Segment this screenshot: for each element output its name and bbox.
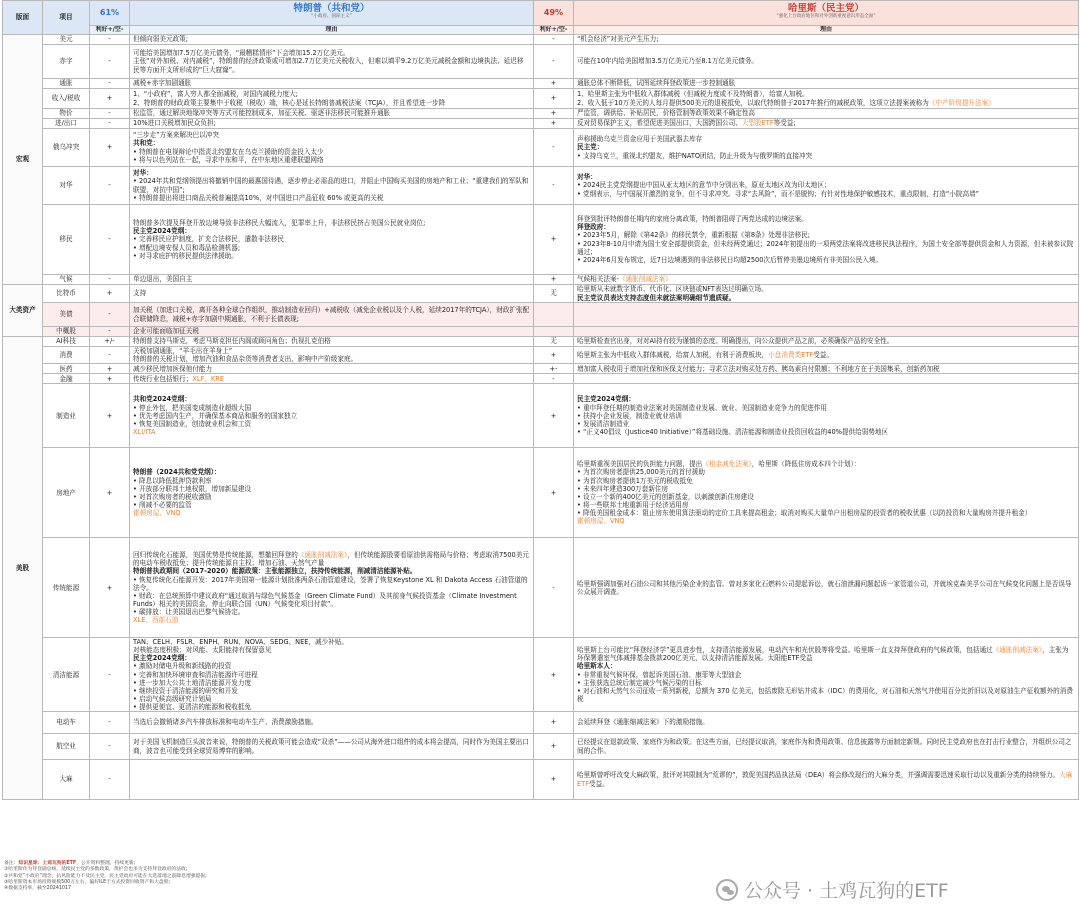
trump-reason-line: 对华： <box>133 169 153 178</box>
item-cell: 进/出口 <box>43 119 90 129</box>
trump-impact-cell: - <box>90 45 130 79</box>
trump-reason-cell <box>130 364 534 374</box>
item-cell: 电动车 <box>43 712 90 734</box>
trump-reason-line: 传统行业包括银行；XLF、KRE <box>133 374 224 383</box>
harris-impact-cell: + <box>534 734 574 760</box>
trump-reason-line: 民主党2024党纲： <box>133 654 191 663</box>
harris-impact-cell: - <box>534 374 574 384</box>
trump-reason-line: • 特朗普提出将进口商品关税普遍提高10%，对中国进口产品征收 60% 或更高的关税 <box>133 193 384 202</box>
trump-reason-line: 民主党2024党纲： <box>133 227 191 236</box>
trump-reason-line: • 完善移民应护制度，扩充合法移民，遣散非法移民 <box>133 235 285 244</box>
harris-reason-line: • 未来四年建造300万套新住房 <box>577 484 669 493</box>
table-row <box>3 374 1079 384</box>
harris-reason-line: 已经提议在退款政策、家庭作为和政策。在这些方面，已经提议取消，家庭作为和费用政策、信息披露等方面制定新规。同时民主党政府也在打击行业整合，并组织公司之间的合作。 <box>577 738 1072 755</box>
item-cell: 赤字 <box>43 45 90 79</box>
harris-reason-cell <box>574 760 1079 800</box>
harris-impact-cell <box>534 303 574 327</box>
table-row <box>3 638 1079 712</box>
harris-impact-cell: + <box>534 79 574 89</box>
watermark <box>716 876 949 903</box>
trump-reason-cell <box>130 119 534 129</box>
trump-reason-line: 共和党2024党纲： <box>133 395 191 404</box>
trump-reason-line: • 特朗普在电视辩论中指责北约盟友在乌克兰援助的资金投入太少 <box>133 147 324 156</box>
harris-impact-cell: 无 <box>534 285 574 303</box>
trump-reason-line: 霍顿房屋、VNQ <box>133 508 181 517</box>
harris-impact-cell: + <box>534 760 574 800</box>
trump-reason-line: XLI/ITA <box>133 427 156 436</box>
harris-reason-cell <box>574 129 1079 167</box>
trump-reason-line: TAN、CELH、FSLR、ENPH、RUN、NOVA、SEDG、NEE，减少补贴。 <box>133 638 348 647</box>
harris-impact-cell: 无 <box>534 337 574 347</box>
trump-reason-line: • 进一步加大公共土地清洁能源开发力度 <box>133 678 252 687</box>
table-row <box>3 364 1079 374</box>
table-row <box>3 35 1079 45</box>
footnotes <box>4 861 404 892</box>
trump-impact-cell: - <box>90 712 130 734</box>
harris-reason-line: 1、哈里斯主张为中低收入群体减税（但减税力度或不及特朗普），给富人加税。 <box>577 90 809 99</box>
harris-reason-line: 反对贸易保护主义，希望促进美国出口，大国跨国公司、大型股ETF等受益; <box>577 119 796 128</box>
harris-reason-line: • 扶持小企业发展，制造业就业培训 <box>577 411 682 420</box>
trump-impact-cell: +/- <box>90 337 130 347</box>
harris-reason-cell <box>574 384 1079 448</box>
trump-impact-cell: - <box>90 347 130 364</box>
harris-reason-line: • 发展清洁制造业 <box>577 419 630 428</box>
table-row <box>3 285 1079 303</box>
table-row <box>3 109 1079 119</box>
watermark-text: 公众号 · 土鸡瓦狗的ETF <box>744 880 949 902</box>
item-cell: 传统能源 <box>43 538 90 638</box>
harris-reason-line: • 对石油和天然气公司征收一系列新税，总额为 370 亿美元，包括废除无形钻井成本（IDC）的费用化，对石油和天然气井使用百分比折旧以及对原油生产征收额外的消费税 <box>577 686 1073 703</box>
trump-impact-cell: - <box>90 119 130 129</box>
harris-impact-cell: + <box>534 448 574 538</box>
harris-impact-cell: + <box>534 109 574 119</box>
harris-reason-line: “机会经济”对美元产生压力; <box>577 35 659 44</box>
trump-reason-line: • 恢复美国制造业，创造就业机会和工资 <box>133 419 252 428</box>
harris-reason-line: 霍顿房屋、VNQ <box>577 516 625 525</box>
harris-reason-cell <box>574 364 1079 374</box>
trump-subtitle: “小政府、国际主义” <box>311 14 352 19</box>
trump-reason-line: • 对寻求庇护的移民提供法律援助。 <box>133 251 238 260</box>
table-row <box>3 448 1079 538</box>
harris-impact-cell: - <box>534 129 574 167</box>
harris-reason-line: • 2024民主党党纲提出中国从亚太地区的意节中分别出来，原亚太地区改为印太地区； <box>577 181 831 190</box>
trump-reason-cell <box>130 734 534 760</box>
trump-impact-cell: - <box>90 275 130 285</box>
trump-reason-line: • 削减不必要的监管 <box>133 500 192 509</box>
harris-impact-cell: + <box>534 712 574 734</box>
harris-reason-line: 拜登到批评特朗普任期内的家庭分离政策，特朗普阻碍了两党达成的边境法案。 <box>577 215 808 224</box>
item-cell: 比特币 <box>43 285 90 303</box>
harris-header <box>574 1 1079 26</box>
trump-reason-line: • 对首次购房者的税收激励 <box>133 492 212 501</box>
trump-reason-cell <box>130 538 534 638</box>
item-cell: AI科技 <box>43 337 90 347</box>
trump-impact-cell: - <box>90 638 130 712</box>
trump-reason-header: 理由 <box>130 26 534 35</box>
trump-reason-cell <box>130 638 534 712</box>
trump-reason-line: 单边退出，美国自主 <box>133 275 193 284</box>
table-body <box>3 35 1079 800</box>
harris-impact-cell: + <box>534 119 574 129</box>
trump-reason-cell <box>130 35 534 45</box>
harris-reason-cell <box>574 448 1079 538</box>
harris-reason-line: 拜登政府： <box>577 223 610 232</box>
trump-impact-cell: + <box>90 374 130 384</box>
trump-impact-cell: + <box>90 129 130 167</box>
trump-reason-line: • 碳排放：让美国退出巴黎气候协定。 <box>133 607 245 616</box>
item-cell: 航空业 <box>43 734 90 760</box>
trump-reason-line: 可能给美国增加7.5万亿美元债务，“最糟糕情形”下会增加15.2万亿美元。 <box>133 49 350 58</box>
harris-impact-cell: - <box>534 167 574 205</box>
harris-reason-line: • 将一些联邦土地重新用于经济适用房 <box>577 500 689 509</box>
harris-reason-line: 严监管，调供给、补贴居民，价格管制等政策效果不确定性高 <box>577 109 756 118</box>
harris-reason-line: 对华： <box>577 173 597 182</box>
trump-impact-cell: - <box>90 79 130 89</box>
trump-reason-cell <box>130 89 534 109</box>
trump-reason-line: 共和党： <box>133 139 160 148</box>
harris-reason-line: 增加富人税收用于增加社保和医保支付能力；寻求立法对购买处方药、胰岛素自付限额；不利地方在于美国集采，创新药加税 <box>577 364 940 373</box>
harris-reason-line: 哈里斯曾呼吁改变大麻政策，批评对其限制为“荒谬的”，敦促美国药品执法局（DEA）将会修改现行的大麻分类，并强调需要迅速采取行动以及重新分类的持续努力。大麻ETF受益。 <box>577 771 1073 788</box>
harris-impact-cell: + <box>534 347 574 364</box>
trump-reason-line: • 激励对储电升级和新线路的投资 <box>133 662 232 671</box>
harris-impact-header: 利好+/空- <box>534 26 574 35</box>
trump-reason-line: XLE、西部石油 <box>133 616 179 625</box>
trump-impact-cell: + <box>90 384 130 448</box>
trump-reason-line: 回归传统化石能源，美国优势是传统能源，想撤回拜登的《通胀削减法案》，但传统能源股要看原油供需格局与价格；考虑取消7500美元的电动车税收抵免；提升传统能源自主权；增加石油、天然气产量 <box>133 551 529 568</box>
table-row <box>3 119 1079 129</box>
harris-reason-cell <box>574 205 1079 275</box>
item-cell: 消费 <box>43 347 90 364</box>
trump-reason-line: • 完善和加快环境审查和清洁能源许可进程 <box>133 670 258 679</box>
trump-reason-line: 企业可能面临加征关税 <box>133 327 199 336</box>
trump-reason-cell <box>130 167 534 205</box>
harris-reason-line: • 设立一个新的400亿美元的创新基金，以刺激创新住房建设 <box>577 492 754 501</box>
harris-reason-cell <box>574 79 1079 89</box>
harris-reason-cell <box>574 303 1079 327</box>
trump-reason-line: “三步走”方案来解决巴以冲突 <box>133 131 219 140</box>
trump-reason-line: 特朗普（2024共和党党纲）： <box>133 468 221 477</box>
harris-reason-line: 民主党： <box>577 143 604 152</box>
harris-impact-cell: +- <box>534 364 574 374</box>
table-row <box>3 384 1079 448</box>
harris-reason-cell <box>574 109 1079 119</box>
harris-reason-line: 2、收入低于10万美元的人每月提供500美元的退税抵免，以取代特朗普于2017年推行的减税政策，这项立法提案被称为《中产阶级提升法案》 <box>577 98 995 107</box>
trump-impact-cell: - <box>90 303 130 327</box>
trump-impact-cell: + <box>90 448 130 538</box>
harris-support-pct: 49% <box>534 1 574 26</box>
trump-reason-cell <box>130 337 534 347</box>
trump-reason-line: 对核能态度积极；对风能、太阳能持有保留意见 <box>133 646 272 655</box>
item-cell: 美元 <box>43 35 90 45</box>
harris-reason-line: 会延续拜登《通胀缩减法案》下的激励措施。 <box>577 718 709 727</box>
harris-reason-line: • 2023年8-10月申请为国土安全部提供资金，但未经两党通过；2024年初提出的一项两党法案将改进移民执法程序，为国土安全部等提供资金和人力资源，但未被参议院通过； <box>577 239 1074 256</box>
trump-reason-cell <box>130 327 534 337</box>
trump-title: 特朗普（共和党） <box>293 2 370 14</box>
trump-reason-line: 当选后会撤销诸多汽车排放标准和电动车生产、消费激励措施。 <box>133 718 318 727</box>
harris-reason-line: • 支持乌克兰，重视北约盟友，维护NATO团结，防止升级为与俄罗斯的直接冲突 <box>577 151 813 160</box>
harris-impact-cell: - <box>534 538 574 638</box>
trump-reason-line: 减少移民增加医保他付能力 <box>133 364 213 373</box>
trump-reason-line: • 提供更便宜、更清洁的能源和税收抵免 <box>133 702 252 711</box>
harris-reason-line: • 2024年6月发布规定，近7日边境遇到的非法移民日均超2500次后暂停美墨边境所有非美国公民入境。 <box>577 255 883 264</box>
harris-reason-line: 民主党2024党纲： <box>577 395 635 404</box>
harris-reason-line: 可能在10年内给美国增加3.5万亿美元乃至8.1万亿美元债务。 <box>577 57 759 66</box>
trump-reason-cell <box>130 205 534 275</box>
item-cell: 美债 <box>43 303 90 327</box>
harris-reason-line: • 重申拜登任期的制造业法案对美国制造业发展、就业、美国制造业竞争力的促进作用 <box>577 403 827 412</box>
trump-impact-cell: - <box>90 167 130 205</box>
harris-reason-cell <box>574 119 1079 129</box>
harris-reason-cell <box>574 712 1079 734</box>
harris-reason-cell <box>574 35 1079 45</box>
table-row <box>3 337 1079 347</box>
trump-reason-cell <box>130 303 534 327</box>
trump-reason-line: 特朗普多次提及拜登开放边境导致非法移民大幅流入，犯罪率上升，非法移民挤占美国公民就业岗位; <box>133 219 426 228</box>
item-cell: 移民 <box>43 205 90 275</box>
harris-reason-line: 哈里斯重视美国居民的负担能力问题，提出《租金减免法案》，哈里斯（降低住房成本四个计划）： <box>577 460 861 469</box>
trump-reason-line: 10%进口关税增加民众负担; <box>133 119 216 128</box>
trump-reason-line: 关税加剧通胀，“羊毛出在羊身上” <box>133 347 233 355</box>
trump-reason-line: 特朗普的关税计划，增加汽油和食品杂货等消费者支出，影响中产阶级家庭。 <box>133 355 358 364</box>
trump-reason-cell <box>130 109 534 119</box>
trump-reason-line: 特朗普支持马斯克，考虑马斯克担任内阁或顾问角色；仇视扎克伯格 <box>133 337 331 346</box>
harris-reason-cell <box>574 167 1079 205</box>
harris-impact-cell: - <box>534 35 574 45</box>
trump-reason-cell <box>130 347 534 364</box>
trump-impact-cell: - <box>90 760 130 800</box>
header-item: 项目 <box>43 1 90 35</box>
harris-reason-line: 民主党议员表达支持态度但未就法案明确细节遗质疑。 <box>577 293 736 302</box>
trump-reason-line: 支持 <box>133 289 147 298</box>
subheader-row <box>3 26 1079 35</box>
trump-reason-line: 但倾向弱美元政策; <box>133 35 188 44</box>
harris-reason-line: • 非常重视气候环保，曾起诉美国石油、康菲等大型油企 <box>577 670 742 679</box>
trump-reason-line: 主张“对外加税、对内减税”，特朗普的经济政策或可增加2.7万亿美元关税收入，但难以填平9.2万亿美元减税金额和边境执法、延迟移民等方面开支所形成的“巨大窟窿”。 <box>133 57 524 74</box>
footnote-3: ③哈里斯资本市场投资规模500万左右，偏好ILE于方式投资回收资产和大盘股; <box>4 879 171 885</box>
harris-impact-cell <box>534 327 574 337</box>
election-policy-table <box>2 0 1079 800</box>
trump-reason-cell <box>130 45 534 79</box>
harris-reason-line: • 2023年5月，解除《第42条》的移民禁令，重新根据《第8条》处理非法移民; <box>577 231 810 240</box>
trump-reason-cell <box>130 384 534 448</box>
trump-impact-header: 利好+/空- <box>90 26 130 35</box>
table-row <box>3 712 1079 734</box>
trump-reason-line: • 优先考虑国内生产，并确保基本商品和服务的国家独立 <box>133 411 298 420</box>
sector-cell: 宏观 <box>3 35 43 285</box>
trump-reason-line: 松监管，通过解决地缘冲突等方式可能控制成本，加征关税、驱逐非法移民可能推升通胀 <box>133 109 391 118</box>
trump-reason-cell <box>130 79 534 89</box>
item-cell: 金融 <box>43 374 90 384</box>
harris-reason-cell <box>574 374 1079 384</box>
harris-reason-line: 哈里斯上台可能比“拜登经济学”更具进步性，支持清洁能源发展，电动汽车和光伏股等将受益。哈里斯一直支持拜登政府的气候政策，包括通过《通胀削减法案》，主张为环保署遣室气体减排基金拨款200亿美元，以支持清洁能源发展。太阳能ETF受益 <box>577 646 1069 663</box>
table-row <box>3 45 1079 79</box>
trump-reason-line: • 增配边境安保人员和毒品检测机器; <box>133 243 241 252</box>
harris-impact-cell: + <box>534 275 574 285</box>
trump-reason-line: • 停止外包，把美国变成制造业超级大国 <box>133 403 252 412</box>
harris-impact-cell: + <box>534 205 574 275</box>
item-cell: 对华 <box>43 167 90 205</box>
trump-reason-line: • 开放部分联邦土地权限，增加新屋建设 <box>133 484 252 493</box>
trump-reason-line: • 将与以色列站在一起，寻求中东和平，在中东地区重建联盟网络 <box>133 155 324 164</box>
trump-reason-line: • 2024年共和党纲领提出将撤销中国的最惠国待遇，逐步停止必需品的进口，并阻止中国购买美国的房地产和工业；“重建我们的军队和联盟，对抗中国”; <box>133 177 529 194</box>
item-cell: 收入/税收 <box>43 89 90 109</box>
trump-impact-cell: + <box>90 538 130 638</box>
footnote-1: ①哈里斯作为拜登副总统，延续民主党的多数政策，黄护会也多为支持拜登政府的法政; <box>4 867 188 873</box>
trump-reason-line: • 继续投资于清洁能源的研究和开发 <box>133 686 238 695</box>
harris-reason-header: 理由 <box>574 26 1079 35</box>
table-row <box>3 347 1079 364</box>
harris-reason-line: • 党纲表示，与中国展开激烈的竞争，但不寻求冲突。寻求“去风险”，而不是脱钩；有针对性地保护敏感技术，重点限制，打造“小院高墙” <box>577 189 980 198</box>
table-row <box>3 275 1079 285</box>
harris-reason-cell <box>574 89 1079 109</box>
trump-reason-cell <box>130 760 534 800</box>
trump-reason-cell <box>130 275 534 285</box>
header-sector: 版面 <box>3 1 43 35</box>
table-row <box>3 167 1079 205</box>
harris-reason-cell <box>574 638 1079 712</box>
sector-cell: 美股 <box>3 337 43 800</box>
item-cell: 清洁能源 <box>43 638 90 712</box>
table-row <box>3 205 1079 275</box>
item-cell: 大麻 <box>43 760 90 800</box>
table-row <box>3 327 1079 337</box>
table-row <box>3 79 1079 89</box>
trump-reason-line: 特朗普执政期间（2017-2020）能源政策：主张能源独立，扶持传统能源，削减清洁能源补贴。 <box>133 567 417 576</box>
trump-reason-line: • 启动气候高级研究计划局 <box>133 694 212 703</box>
harris-reason-line: • 降低美国租金成本：阻止房东使用算法驱动的定价工具来提高租金；取消对购买大量单户出租房屋的投资者的税收优惠（以防投资和大量购房并提升租金） <box>577 508 1032 517</box>
harris-reason-cell <box>574 347 1079 364</box>
table-row <box>3 89 1079 109</box>
item-cell: 气候 <box>43 275 90 285</box>
harris-reason-line: 哈里斯从未就数字货币、代币化、区块链或NFT表达过明确立场。 <box>577 285 768 294</box>
table-row <box>3 538 1079 638</box>
item-cell: 通胀 <box>43 79 90 89</box>
harris-impact-cell: + <box>534 89 574 109</box>
trump-reason-cell <box>130 285 534 303</box>
harris-impact-cell: - <box>534 45 574 79</box>
trump-reason-cell <box>130 448 534 538</box>
harris-reason-cell <box>574 337 1079 347</box>
trump-reason-line: 对于美国飞机制造巨头波音来说，特朗普的关税政策可能会造成“双杀”——公司从海外进口组件的成本将会提高，同时作为美国主要出口商，波音也可能受到全球贸易博弈的影响。 <box>133 738 529 755</box>
trump-reason-cell <box>130 712 534 734</box>
trump-impact-cell: + <box>90 285 130 303</box>
harris-reason-cell <box>574 538 1079 638</box>
harris-reason-line: 哈里斯主张为中低收入群体减税，给富人加税，有利于消费板块，小盘消费类ETF受益。 <box>577 351 833 360</box>
trump-reason-line: 2、特朗普的财政政策主要集中于收税（税收）端，核心是延长特朗普减税法案（TCJA），并且希望进一步降 <box>133 98 446 107</box>
footnote-2: ②共和党“小政府”理念，抗风险能力不及民主党，民主党政府可能在大选落地之前降息增强提振; <box>4 873 207 879</box>
harris-reason-line: • “正义40倡议（Justice40 Initiative）”将基础设施、清洁能源和制造业投资回收益的40%提供给弱势地区 <box>577 427 889 436</box>
harris-reason-line: 哈里斯本人： <box>577 662 617 671</box>
harris-reason-cell <box>574 275 1079 285</box>
footnote-tail: ，公开资料整理，持续更新; <box>76 861 136 866</box>
harris-reason-line: 气候相关法案-《通胀削减法案》 <box>577 275 672 284</box>
item-cell: 医药 <box>43 364 90 374</box>
harris-reason-cell <box>574 285 1079 303</box>
trump-reason-line: • 降息以降低抵押贷款利率 <box>133 476 212 485</box>
harris-reason-line: 通胀总体不断降低，试图延续拜登政策进一步控制通胀 <box>577 79 736 88</box>
trump-impact-cell: - <box>90 109 130 119</box>
item-cell: 制造业 <box>43 384 90 448</box>
trump-impact-cell: + <box>90 89 130 109</box>
trump-header <box>130 1 534 26</box>
harris-subtitle: “强化上台政府地位和对外创新重视意识形态全面” <box>776 14 876 19</box>
harris-reason-line: 哈里斯检查官出身，对对AI持有较为谨慎的态度。明确提出，向公众提供产品之前，必须确保产品的安全性。 <box>577 337 894 346</box>
trump-reason-line: • 财政：在总统预算中建议政府“通过取消与绿色气候基金（Green Climate Fund）及其前身气候投资基金（Climate Investment Funds）相关的美国资金，停止向联合国（UN）气候变化项目付款”。 <box>133 591 517 608</box>
harris-reason-line: 哈里斯强调加强对石油公司和其他污染企业的监管。曾对多家化石燃料公司提起诉讼，就石油泄漏问题起诉一家管道公司，并就埃克森美孚公司在气候变化问题上是否误导公众展开调查。 <box>577 579 1072 596</box>
harris-impact-cell: + <box>534 384 574 448</box>
trump-reason-cell <box>130 129 534 167</box>
header-row <box>3 1 1079 26</box>
item-cell: 中概股 <box>43 327 90 337</box>
item-cell: 物价 <box>43 109 90 119</box>
trump-impact-cell: - <box>90 205 130 275</box>
harris-reason-line: 声称援助乌克兰资金应用于美国武器去库存 <box>577 135 703 144</box>
trump-reason-line: 1、“小政府”，富人穷人都全面减税，对国内减税力度大; <box>133 90 298 99</box>
harris-reason-line: • 主张获选总统后制定减少气候污染的目标 <box>577 678 702 687</box>
trump-reason-line: • 恢复传统化石能源开发：2017年美国第一能源计划批准两条石油管道建设，签署了恢复Keystone XL 和 Dakota Access 石油管道的法令。 <box>133 575 528 592</box>
table-row <box>3 734 1079 760</box>
harris-reason-cell <box>574 45 1079 79</box>
table-row <box>3 303 1079 327</box>
trump-impact-cell: - <box>90 734 130 760</box>
footnote-source: 知识星球：土鸡瓦狗的ETF <box>18 861 77 866</box>
trump-impact-cell: - <box>90 327 130 337</box>
footnote-label: 备注： <box>4 861 19 866</box>
wechat-icon <box>716 879 738 901</box>
trump-reason-line: 减税+赤字加剧通胀 <box>133 79 192 88</box>
footnote-4: ④数据支持率，截至20241017 <box>4 886 72 892</box>
trump-impact-cell: - <box>90 35 130 45</box>
harris-reason-line: • 为首次购房者提供1万美元的税收抵免 <box>577 476 693 485</box>
harris-reason-cell <box>574 734 1079 760</box>
trump-impact-cell: + <box>90 364 130 374</box>
harris-impact-cell: + <box>534 638 574 712</box>
sector-cell: 大类资产 <box>3 285 43 337</box>
harris-reason-cell <box>574 327 1079 337</box>
table-row <box>3 760 1079 800</box>
harris-reason-line: • 为首次购房者提供25,000美元的首付援助 <box>577 468 705 477</box>
harris-title: 哈里斯（民主党） <box>787 2 864 14</box>
trump-reason-cell <box>130 374 534 384</box>
trump-reason-line: 加关税（加进口关税，离开各种全球合作组织，推动制造业回归）+减税收（减免企业税以及个人税，延续2017年的TCJA），财政扩张配合联储降息，减税+赤字加剧中期通胀，不利于长债表现; <box>133 306 530 323</box>
trump-support-pct: 61% <box>90 1 130 26</box>
item-cell: 房地产 <box>43 448 90 538</box>
item-cell: 俄乌冲突 <box>43 129 90 167</box>
table-row <box>3 129 1079 167</box>
